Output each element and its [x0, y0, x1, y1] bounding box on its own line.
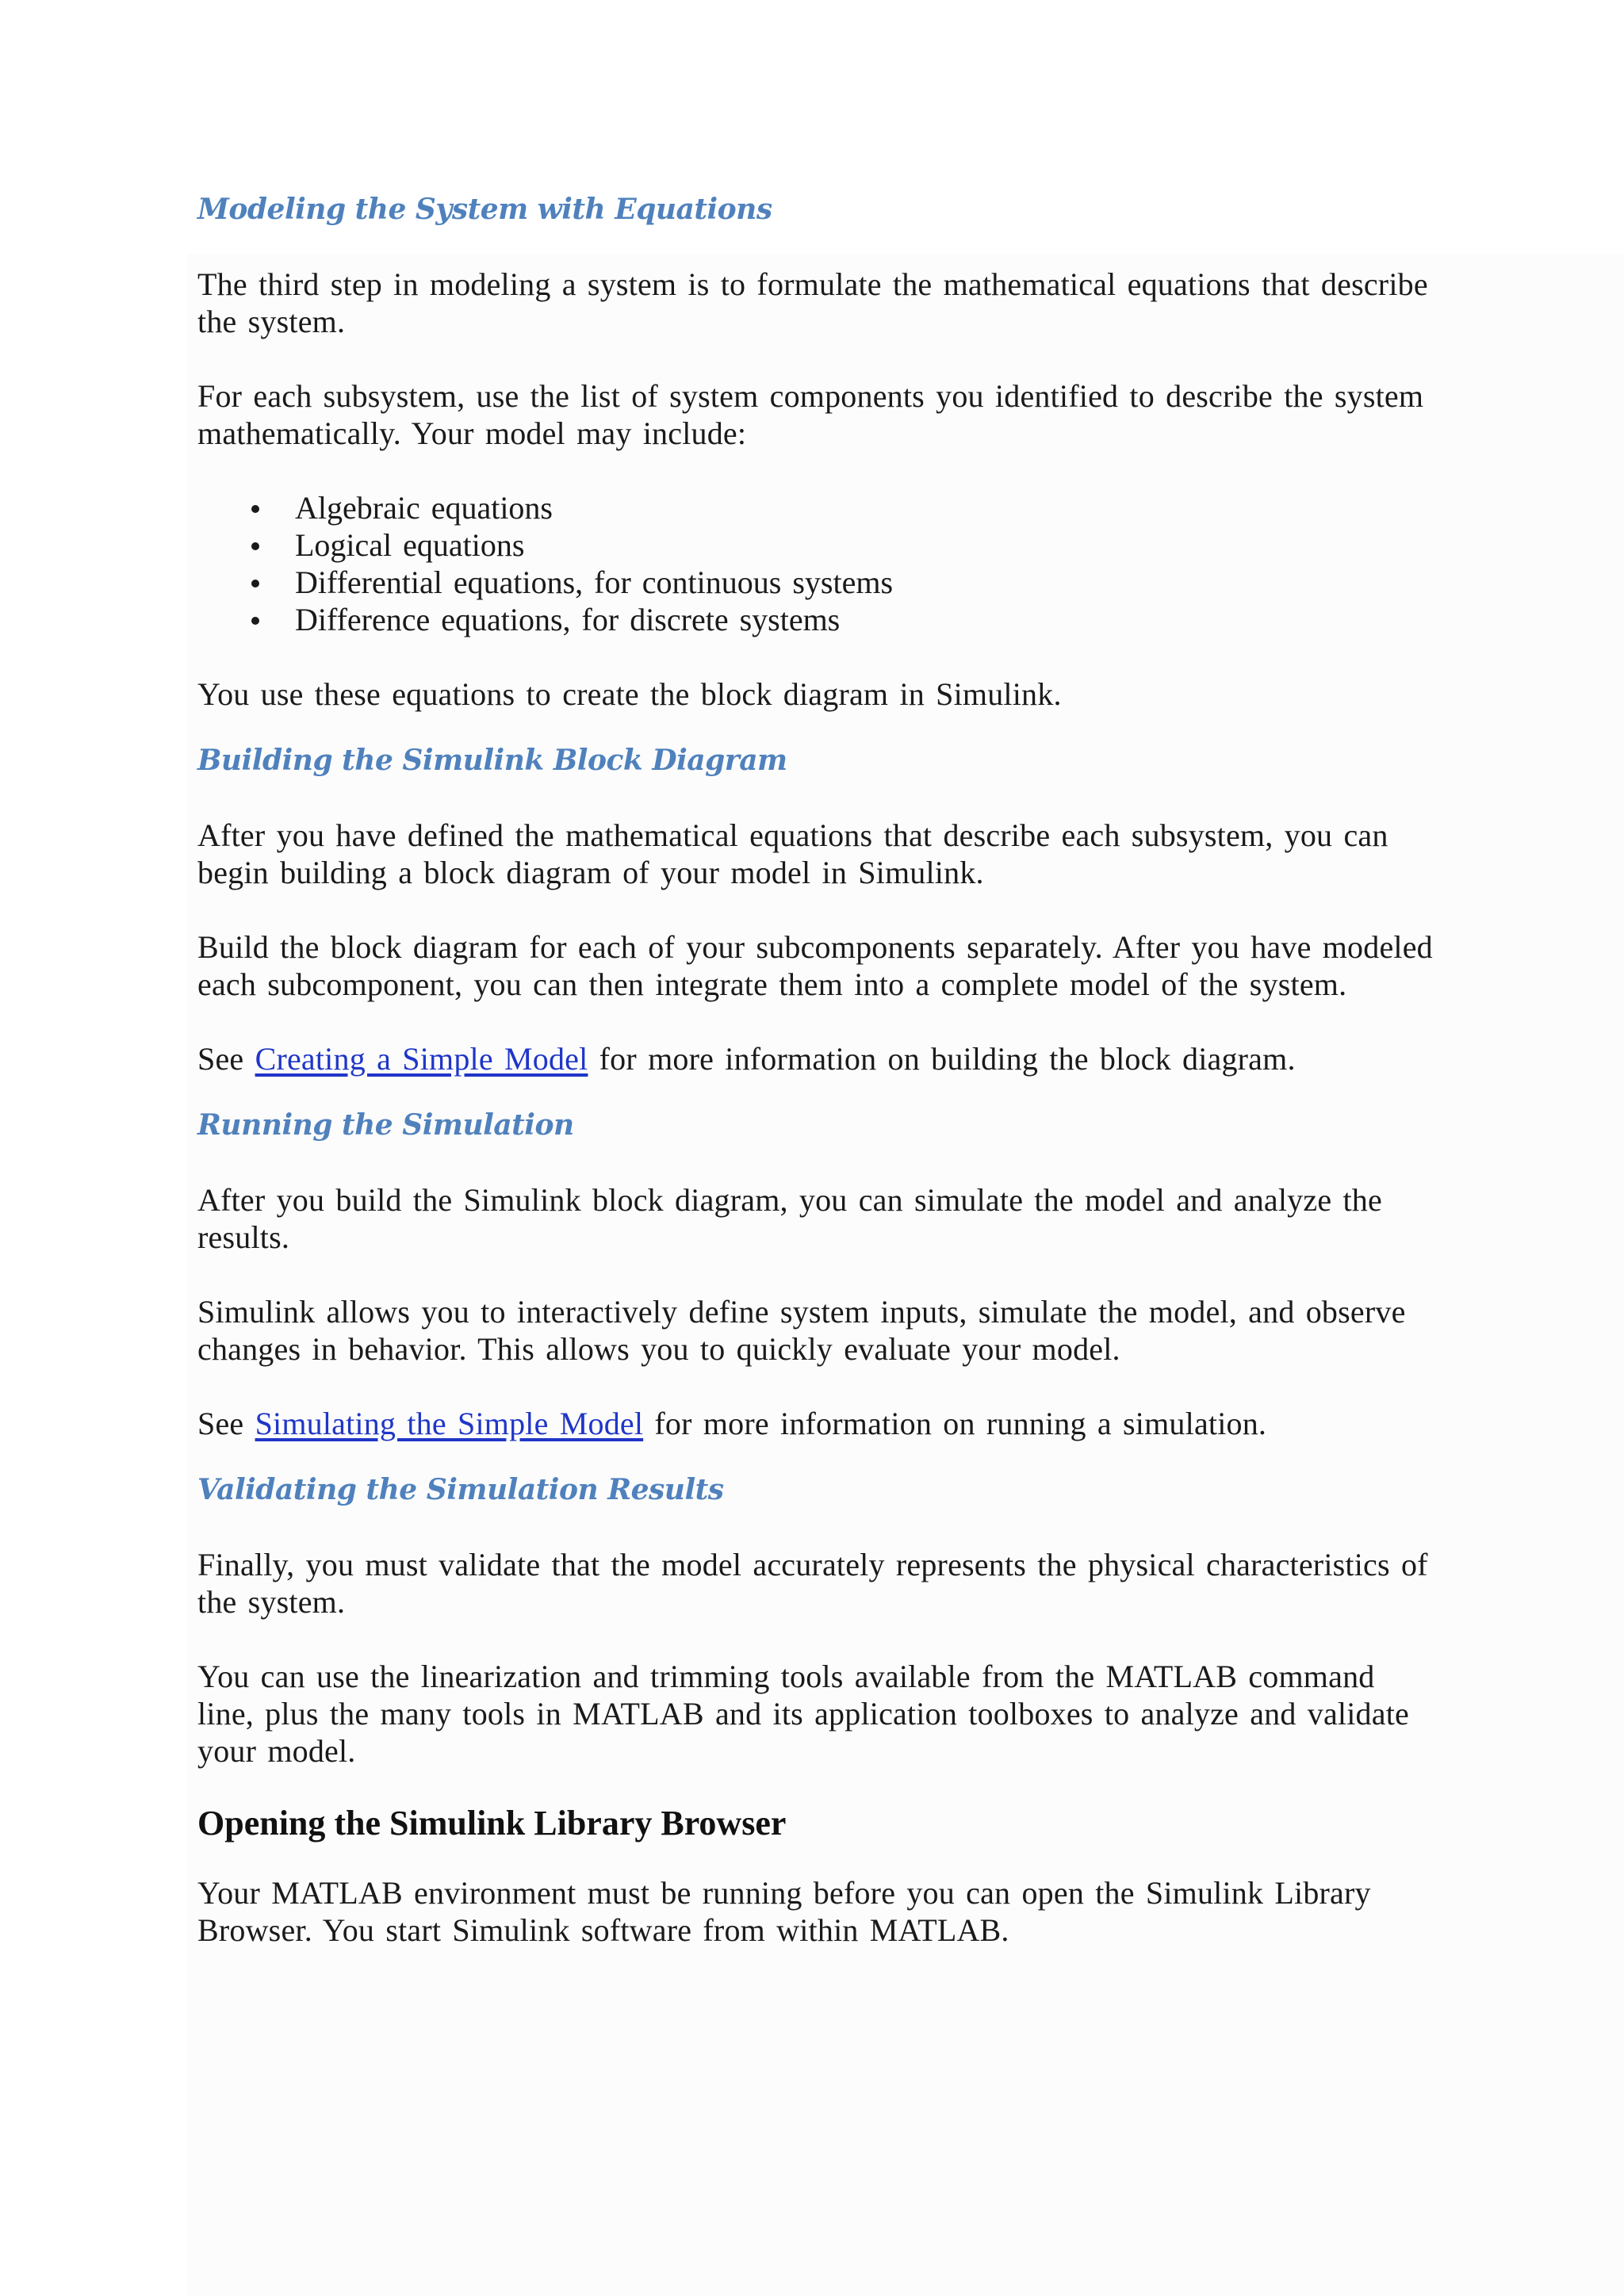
section-heading-modeling: Modeling the System with Equations	[197, 193, 772, 226]
list-item: Algebraic equations	[197, 489, 1434, 526]
bullet-icon	[251, 617, 259, 625]
bullet-icon	[251, 505, 259, 513]
paragraph: The third step in modeling a system is to formulate the mathematical equations that describe the system.	[197, 266, 1428, 339]
paragraph: For each subsystem, use the list of system components you identified to describe the system mathematically. Your model may include:	[197, 378, 1424, 451]
section-heading-validating: Validating the Simulation Results	[197, 1473, 724, 1506]
paragraph: After you build the Simulink block diagram, you can simulate the model and analyze the results.	[197, 1182, 1382, 1255]
paragraph: Finally, you must validate that the model accurately represents the physical characteristics of the system.	[197, 1547, 1428, 1620]
list-item: Difference equations, for discrete systems	[197, 601, 1434, 638]
see-also-paragraph: See Simulating the Simple Model for more information on running a simulation.	[197, 1406, 1267, 1441]
section-heading-running: Running the Simulation	[197, 1108, 574, 1142]
paragraph: Simulink allows you to interactively define system inputs, simulate the model, and observe changes in behavior. This allows you to quickly evaluate your model.	[197, 1294, 1406, 1367]
equation-types-list	[197, 489, 1434, 638]
simulating-simple-model-link[interactable]: Simulating the Simple Model	[255, 1406, 644, 1441]
paragraph: After you have defined the mathematical equations that describe each subsystem, you can begin building a block diagram of your model in Simulink.	[197, 817, 1388, 890]
paragraph: Your MATLAB environment must be running before you can open the Simulink Library Browser. You start Simulink software from within MATLAB.	[197, 1875, 1371, 1948]
paragraph: Build the block diagram for each of your subcomponents separately. After you have modeled each subcomponent, you can then integrate them into a complete model of the system.	[197, 929, 1433, 1002]
see-also-paragraph: See Creating a Simple Model for more information on building the block diagram.	[197, 1041, 1296, 1077]
document-body	[197, 190, 1434, 1949]
paragraph: You use these equations to create the block diagram in Simulink.	[197, 676, 1062, 712]
main-heading-library-browser: Opening the Simulink Library Browser	[197, 1804, 787, 1843]
list-item: Differential equations, for continuous systems	[197, 564, 1434, 601]
bullet-icon	[251, 542, 259, 550]
bullet-icon	[251, 580, 259, 587]
paragraph: You can use the linearization and trimming tools available from the MATLAB command line, plus the many tools in MATLAB and its application toolboxes to analyze and validate your model.	[197, 1659, 1409, 1769]
list-item: Logical equations	[197, 526, 1434, 564]
creating-simple-model-link[interactable]: Creating a Simple Model	[255, 1041, 588, 1077]
section-heading-building: Building the Simulink Block Diagram	[197, 744, 787, 777]
